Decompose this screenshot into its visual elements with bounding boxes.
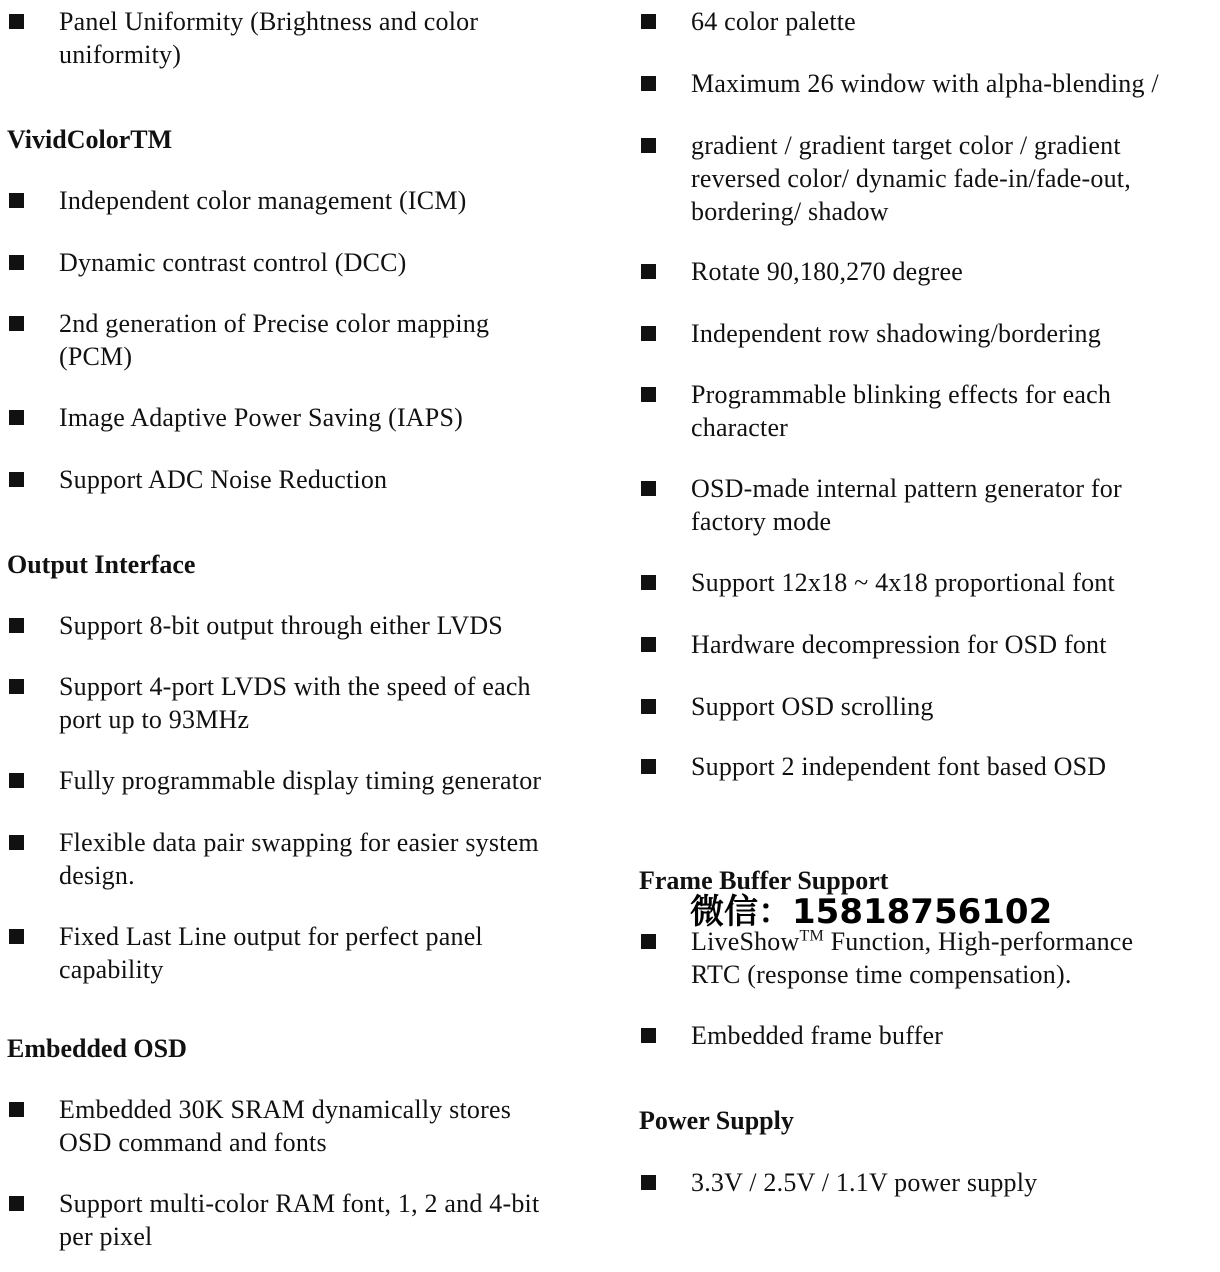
bullet-square-icon bbox=[9, 316, 24, 331]
bullet-square-icon bbox=[9, 679, 24, 694]
list-item-text: 2nd generation of Precise color mapping (PCM) bbox=[59, 309, 490, 371]
list-item-text: Fully programmable display timing generator bbox=[59, 766, 542, 795]
list-item-text: 3.3V / 2.5V / 1.1V power supply bbox=[691, 1168, 1038, 1197]
bullet-square-icon bbox=[641, 699, 656, 714]
list-item-text: Rotate 90,180,270 degree bbox=[691, 257, 963, 286]
bullet-square-icon bbox=[641, 326, 656, 341]
bullet-square-icon bbox=[9, 472, 24, 487]
list-item-text: 64 color palette bbox=[691, 7, 856, 36]
list-item-text: Support 8-bit output through either LVDS bbox=[59, 611, 503, 640]
list-item-text: gradient / gradient target color / gradient reversed color/ dynamic fade-in/fade-out, bordering/ shadow bbox=[691, 131, 1131, 226]
bullet-square-icon bbox=[641, 138, 656, 153]
bullet-square-icon bbox=[641, 14, 656, 29]
list-item-text: Independent color management (ICM) bbox=[59, 186, 467, 215]
bullet-square-icon bbox=[641, 1175, 656, 1190]
bullet-square-icon bbox=[641, 759, 656, 774]
list-item-text: Independent row shadowing/bordering bbox=[691, 319, 1101, 348]
list-item-text: OSD-made internal pattern generator for factory mode bbox=[691, 474, 1122, 536]
bullet-square-icon bbox=[9, 929, 24, 944]
bullet-square-icon bbox=[9, 773, 24, 788]
bullet-square-icon bbox=[641, 934, 656, 949]
list-item-text: Support 4-port LVDS with the speed of each port up to 93MHz bbox=[59, 672, 531, 734]
list-item-text: Support multi-color RAM font, 1, 2 and 4-bit per pixel bbox=[59, 1189, 540, 1251]
list-item-text: Hardware decompression for OSD font bbox=[691, 630, 1107, 659]
list-item-text: Embedded 30K SRAM dynamically stores OSD command and fonts bbox=[59, 1095, 512, 1157]
bullet-square-icon bbox=[9, 255, 24, 270]
section-heading-vividcolor: VividColorTM bbox=[7, 125, 173, 154]
contact-watermark: 微信：15818756102 bbox=[690, 892, 1053, 932]
list-item-text: Image Adaptive Power Saving (IAPS) bbox=[59, 403, 463, 432]
bullet-square-icon bbox=[9, 618, 24, 633]
bullet-square-icon bbox=[9, 1196, 24, 1211]
list-item-text: LiveShow™ Function, High-performance RTC (response time compensation). bbox=[691, 927, 1134, 989]
bullet-square-icon bbox=[641, 481, 656, 496]
bullet-square-icon bbox=[641, 76, 656, 91]
bullet-square-icon bbox=[9, 14, 24, 29]
list-item-text: Support OSD scrolling bbox=[691, 692, 934, 721]
bullet-square-icon bbox=[9, 835, 24, 850]
bullet-square-icon bbox=[641, 1028, 656, 1043]
bullet-square-icon bbox=[641, 575, 656, 590]
list-item-text: Maximum 26 window with alpha-blending / bbox=[691, 69, 1159, 98]
list-item-text: Fixed Last Line output for perfect panel capability bbox=[59, 922, 483, 984]
bullet-square-icon bbox=[641, 637, 656, 652]
bullet-square-icon bbox=[641, 387, 656, 402]
list-item-text: Programmable blinking effects for each character bbox=[691, 380, 1112, 442]
bullet-square-icon bbox=[9, 1102, 24, 1117]
list-item-text: Support 2 independent font based OSD bbox=[691, 752, 1107, 781]
list-item-text: Embedded frame buffer bbox=[691, 1021, 944, 1050]
list-item-text: Support ADC Noise Reduction bbox=[59, 465, 388, 494]
section-heading-embedded-osd: Embedded OSD bbox=[7, 1034, 187, 1063]
list-item-text: Support 12x18 ~ 4x18 proportional font bbox=[691, 568, 1115, 597]
section-heading-output-interface: Output Interface bbox=[7, 550, 196, 579]
list-item-text: Dynamic contrast control (DCC) bbox=[59, 248, 407, 277]
list-item-text: Flexible data pair swapping for easier system design. bbox=[59, 828, 539, 890]
bullet-square-icon bbox=[9, 193, 24, 208]
bullet-square-icon bbox=[9, 410, 24, 425]
bullet-square-icon bbox=[641, 264, 656, 279]
section-heading-power-supply: Power Supply bbox=[639, 1106, 794, 1135]
section-heading-frame-buffer: Frame Buffer Support bbox=[639, 866, 889, 895]
list-item-text: Panel Uniformity (Brightness and color uniformity) bbox=[59, 7, 479, 69]
